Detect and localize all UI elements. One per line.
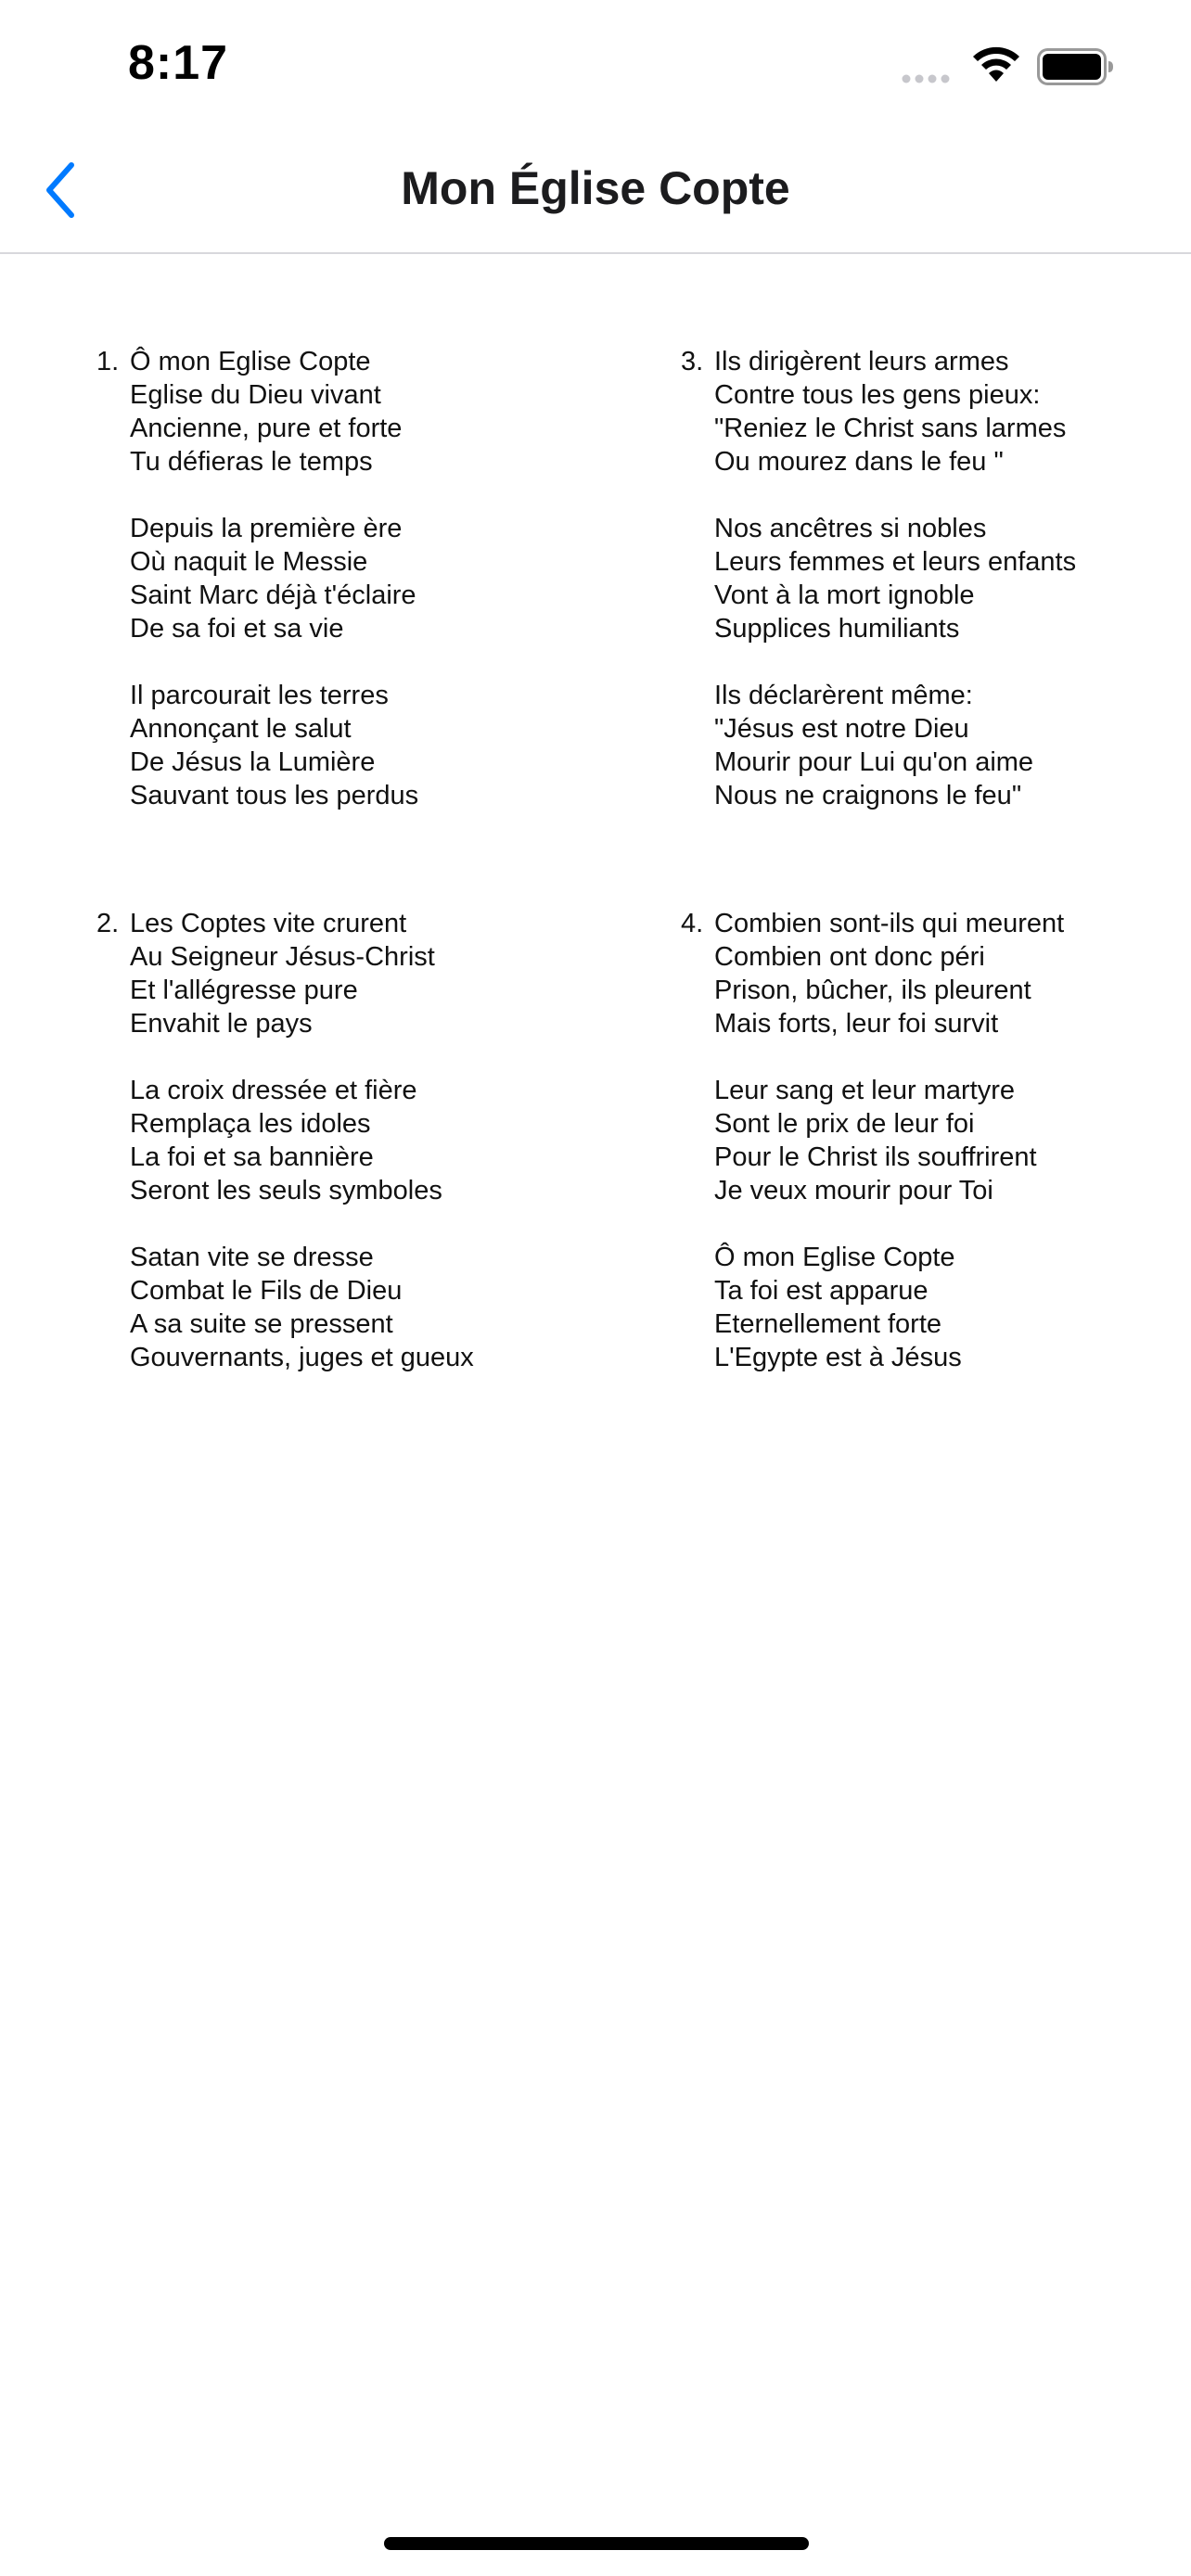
- hymn-lyrics: [0, 256, 1191, 1554]
- lyric-line: Sauvant tous les perdus: [130, 781, 419, 810]
- stanza: [130, 345, 616, 478]
- lyric-line: La foi et sa bannière: [130, 1142, 374, 1172]
- lyric-line: A sa suite se pressent: [130, 1309, 393, 1339]
- lyric-line: Sont le prix de leur foi: [714, 1109, 975, 1139]
- verse-2: [96, 907, 616, 1374]
- lyric-line: Nous ne craignons le feu": [714, 781, 1022, 810]
- lyric-line: Ô mon Eglise Copte: [714, 1243, 955, 1272]
- verse-number: 1.: [96, 347, 120, 376]
- lyric-line: Remplaça les idoles: [130, 1109, 371, 1139]
- home-indicator[interactable]: [384, 2537, 809, 2550]
- lyric-line: Envahit le pays: [130, 1009, 313, 1039]
- lyric-line: Les Coptes vite crurent: [130, 909, 407, 938]
- lyric-line: Ils déclarèrent même:: [714, 681, 973, 710]
- verse-4: [681, 907, 1191, 1374]
- lyric-line: Pour le Christ ils souffrirent: [714, 1142, 1037, 1172]
- lyric-line: Combat le Fils de Dieu: [130, 1276, 403, 1306]
- lyric-line: Eglise du Dieu vivant: [130, 380, 381, 410]
- lyric-line: De Jésus la Lumière: [130, 747, 376, 777]
- lyric-line: Ancienne, pure et forte: [130, 414, 403, 443]
- lyric-line: Contre tous les gens pieux:: [714, 380, 1041, 410]
- lyric-line: La croix dressée et fière: [130, 1076, 417, 1105]
- lyric-line: Tu défieras le temps: [130, 447, 373, 477]
- lyric-line: Seront les seuls symboles: [130, 1176, 442, 1205]
- stanza: [130, 907, 616, 1040]
- lyric-line: Eternellement forte: [714, 1309, 942, 1339]
- verse-number: 2.: [96, 909, 120, 938]
- lyric-line: Annonçant le salut: [130, 714, 352, 744]
- stanza: [714, 907, 1191, 1040]
- lyric-line: "Reniez le Christ sans larmes: [714, 414, 1067, 443]
- lyric-line: Prison, bûcher, ils pleurent: [714, 976, 1031, 1005]
- lyric-line: Vont à la mort ignoble: [714, 580, 975, 610]
- lyric-line: Leur sang et leur martyre: [714, 1076, 1015, 1105]
- lyric-line: Satan vite se dresse: [130, 1243, 374, 1272]
- status-time: 8:17: [128, 36, 229, 90]
- lyric-line: Supplices humiliants: [714, 614, 960, 644]
- lyric-line: Leurs femmes et leurs enfants: [714, 547, 1077, 577]
- lyric-line: Gouvernants, juges et gueux: [130, 1343, 474, 1372]
- verse-1: [96, 345, 616, 812]
- verse-number: 3.: [681, 347, 704, 376]
- stanza: [130, 1074, 616, 1207]
- wifi-icon: [970, 45, 1022, 83]
- verse-number: 4.: [681, 909, 704, 938]
- verse-3: [681, 345, 1191, 812]
- stanza: [714, 512, 1191, 645]
- lyric-line: Saint Marc déjà t'éclaire: [130, 580, 416, 610]
- lyric-line: De sa foi et sa vie: [130, 614, 344, 644]
- lyric-line: Combien sont-ils qui meurent: [714, 909, 1065, 938]
- lyric-line: Nos ancêtres si nobles: [714, 514, 987, 543]
- stanza: [714, 1074, 1191, 1207]
- lyric-line: Depuis la première ère: [130, 514, 403, 543]
- lyric-line: Ta foi est apparue: [714, 1276, 928, 1306]
- stanza: [130, 1241, 616, 1374]
- page-title: Mon Église Copte: [401, 162, 790, 214]
- lyric-line: "Jésus est notre Dieu: [714, 714, 969, 744]
- navigation-bar: [0, 130, 1191, 254]
- lyric-line: Je veux mourir pour Toi: [714, 1176, 993, 1205]
- lyric-line: Combien ont donc péri: [714, 942, 985, 972]
- lyric-line: Ils dirigèrent leurs armes: [714, 347, 1009, 376]
- lyric-line: Mais forts, leur foi survit: [714, 1009, 999, 1039]
- lyric-line: Mourir pour Lui qu'on aime: [714, 747, 1034, 777]
- stanza: [714, 679, 1191, 812]
- lyric-line: Au Seigneur Jésus-Christ: [130, 942, 435, 972]
- battery-icon: [1037, 48, 1115, 85]
- stanza: [130, 512, 616, 645]
- lyric-line: L'Egypte est à Jésus: [714, 1343, 962, 1372]
- lyric-line: Et l'allégresse pure: [130, 976, 358, 1005]
- lyric-line: Ô mon Eglise Copte: [130, 347, 371, 376]
- lyric-line: Ou mourez dans le feu ": [714, 447, 1004, 477]
- stanza: [130, 679, 616, 812]
- stanza: [714, 1241, 1191, 1374]
- status-bar: [0, 0, 1191, 130]
- lyric-line: Où naquit le Messie: [130, 547, 368, 577]
- lyric-line: Il parcourait les terres: [130, 681, 389, 710]
- stanza: [714, 345, 1191, 478]
- cellular-signal-icon: [902, 74, 955, 83]
